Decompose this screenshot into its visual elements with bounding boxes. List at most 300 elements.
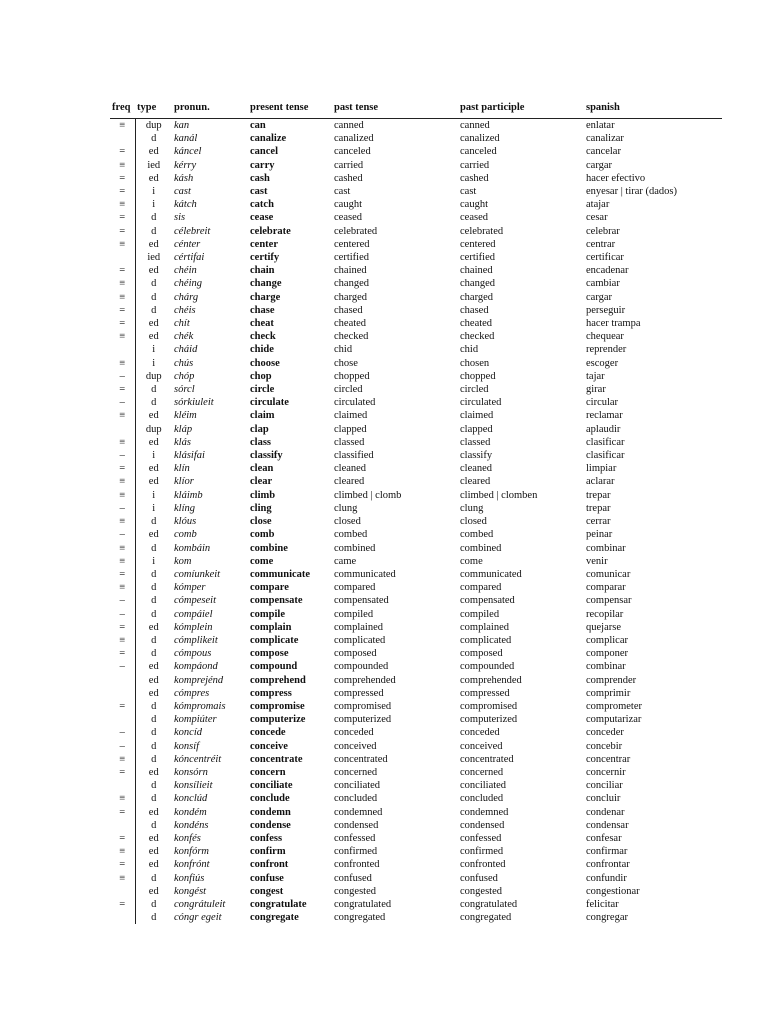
present-tense-cell: communicate <box>250 568 311 580</box>
freq-cell: ≡ <box>119 489 126 501</box>
type-cell: d <box>135 792 172 805</box>
pronunciation-cell: klíng <box>174 502 195 514</box>
table-row <box>110 502 722 515</box>
table-row <box>110 185 722 198</box>
pronunciation-cell: kásh <box>174 172 194 184</box>
spanish-cell: combinar <box>586 542 626 554</box>
table-row <box>110 779 722 792</box>
table-row <box>110 872 722 885</box>
past-participle-cell: congested <box>460 885 502 897</box>
past-tense-cell: cashed <box>334 172 363 184</box>
type-cell: i <box>135 357 172 370</box>
pronunciation-cell: chéing <box>174 278 202 290</box>
table-row <box>110 885 722 898</box>
freq-cell: = <box>119 806 126 818</box>
present-tense-cell: confront <box>250 859 289 871</box>
past-tense-cell: changed <box>334 278 369 290</box>
freq-cell: – <box>119 502 125 514</box>
freq-cell <box>110 713 135 726</box>
freq-cell <box>110 885 135 898</box>
past-participle-cell: certified <box>460 252 495 264</box>
freq-cell: ≡ <box>119 753 126 765</box>
pronunciation-cell: konsílieit <box>174 780 213 792</box>
freq-cell: ≡ <box>119 793 126 805</box>
pronunciation-cell: cómpeseit <box>174 595 216 607</box>
present-tense-cell: comb <box>250 529 275 541</box>
table-row <box>110 674 722 687</box>
past-tense-cell: carried <box>334 159 364 171</box>
freq-cell: – <box>119 727 125 739</box>
spanish-cell: atajar <box>586 199 610 211</box>
past-participle-cell: concentrated <box>460 753 514 765</box>
present-tense-cell: chase <box>250 304 275 316</box>
freq-cell: = <box>119 304 126 316</box>
pronunciation-cell: kondéns <box>174 819 209 831</box>
present-tense-cell: can <box>250 120 266 131</box>
present-tense-cell: climb <box>250 489 276 501</box>
pronunciation-cell: chéis <box>174 304 196 316</box>
present-tense-cell: clap <box>250 423 269 435</box>
freq-cell: ≡ <box>119 476 126 488</box>
past-tense-cell: conceived <box>334 740 377 752</box>
present-tense-cell: compile <box>250 608 285 620</box>
spanish-cell: reprender <box>586 344 627 356</box>
spanish-cell: enyesar | tirar (dados) <box>586 186 678 198</box>
past-participle-cell: circled <box>460 384 489 396</box>
past-participle-cell: chained <box>460 265 493 277</box>
past-tense-cell: congregated <box>334 912 386 924</box>
present-tense-cell: combine <box>250 542 288 554</box>
freq-cell <box>110 674 135 687</box>
type-cell: ed <box>135 858 172 871</box>
past-participle-cell: circulated <box>460 397 502 409</box>
spanish-cell: congregar <box>586 912 628 924</box>
type-cell: dup <box>135 370 172 383</box>
type-cell: d <box>135 277 172 290</box>
spanish-cell: conciliar <box>586 780 623 792</box>
present-tense-cell: certify <box>250 252 280 264</box>
past-tense-cell: concluded <box>334 793 378 805</box>
past-tense-cell: confronted <box>334 859 380 871</box>
freq-cell: = <box>119 172 126 184</box>
past-participle-cell: carried <box>460 159 490 171</box>
pronunciation-cell: kómper <box>174 582 206 594</box>
past-tense-cell: circulated <box>334 397 376 409</box>
type-cell: d <box>135 700 172 713</box>
past-tense-cell: climbed | clomb <box>334 489 402 501</box>
pronunciation-cell: kléim <box>174 410 197 422</box>
past-tense-cell: composed <box>334 648 377 660</box>
spanish-cell: confundir <box>586 872 627 884</box>
past-participle-cell: congregated <box>460 912 512 924</box>
past-tense-cell: chopped <box>334 370 370 382</box>
pronunciation-cell: koncíd <box>174 727 202 739</box>
past-tense-cell: conceded <box>334 727 374 739</box>
spanish-cell: enlatar <box>586 120 615 131</box>
pronunciation-cell: kláimb <box>174 489 203 501</box>
freq-cell: = <box>119 463 126 475</box>
table-row <box>110 119 722 133</box>
table-row <box>110 858 722 871</box>
table-row <box>110 542 722 555</box>
table-row <box>110 515 722 528</box>
freq-cell: = <box>119 898 126 910</box>
pronunciation-cell: konfórm <box>174 846 209 858</box>
table-row <box>110 766 722 779</box>
spanish-cell: recopilar <box>586 608 624 620</box>
table-row <box>110 792 722 805</box>
present-tense-cell: claim <box>250 410 275 422</box>
pronunciation-cell: sórcl <box>174 384 195 396</box>
type-cell: ed <box>135 674 172 687</box>
type-cell: d <box>135 291 172 304</box>
type-cell: d <box>135 647 172 660</box>
table-row <box>110 898 722 911</box>
past-participle-cell: climbed | clomben <box>460 489 538 501</box>
freq-cell: = <box>119 859 126 871</box>
spanish-cell: certificar <box>586 252 624 264</box>
freq-cell <box>110 132 135 145</box>
spanish-cell: reclamar <box>586 410 623 422</box>
present-tense-cell: comprehend <box>250 674 306 686</box>
verb-table <box>110 101 722 924</box>
spanish-cell: clasificar <box>586 436 625 448</box>
spanish-cell: cargar <box>586 291 613 303</box>
spanish-cell: confirmar <box>586 846 628 858</box>
present-tense-cell: center <box>250 238 278 250</box>
freq-cell: ≡ <box>119 238 126 250</box>
freq-cell: – <box>119 450 125 462</box>
past-participle-cell: classify <box>460 450 493 462</box>
table-row <box>110 291 722 304</box>
freq-cell: – <box>119 397 125 409</box>
table-row <box>110 172 722 185</box>
past-participle-cell: compensated <box>460 595 515 607</box>
freq-cell: = <box>119 832 126 844</box>
pronunciation-cell: sórkiuleit <box>174 397 214 409</box>
freq-cell: = <box>119 186 126 198</box>
pronunciation-cell: kérry <box>174 159 197 171</box>
spanish-cell: congestionar <box>586 885 640 897</box>
type-cell: ed <box>135 317 172 330</box>
pronunciation-cell: kompiúter <box>174 714 217 726</box>
table-row <box>110 687 722 700</box>
pronunciation-cell: cháid <box>174 344 198 356</box>
table-row <box>110 581 722 594</box>
present-tense-cell: congregate <box>250 912 299 924</box>
pronunciation-cell: cast <box>174 186 191 198</box>
header-spanish: spanish <box>584 101 722 119</box>
present-tense-cell: confuse <box>250 872 284 884</box>
past-tense-cell: computerized <box>334 714 392 726</box>
table-row <box>110 740 722 753</box>
type-cell: d <box>135 542 172 555</box>
table-row <box>110 409 722 422</box>
type-cell: i <box>135 489 172 502</box>
type-cell: ed <box>135 409 172 422</box>
type-cell: d <box>135 515 172 528</box>
pronunciation-cell: congrátuleit <box>174 898 226 910</box>
past-participle-cell: communicated <box>460 568 522 580</box>
type-cell: d <box>135 740 172 753</box>
pronunciation-cell: cénter <box>174 238 201 250</box>
past-participle-cell: compromised <box>460 700 518 712</box>
freq-cell: ≡ <box>119 291 126 303</box>
past-tense-cell: compounded <box>334 661 389 673</box>
freq-cell: = <box>119 648 126 660</box>
type-cell: ed <box>135 238 172 251</box>
spanish-cell: comparar <box>586 582 626 594</box>
freq-cell: = <box>119 318 126 330</box>
spanish-cell: trepar <box>586 489 611 501</box>
header-past-participle: past participle <box>458 101 584 119</box>
pronunciation-cell: kanál <box>174 133 198 145</box>
header-type: type <box>135 101 172 119</box>
type-cell: d <box>135 383 172 396</box>
past-tense-cell: charged <box>334 291 368 303</box>
table-row <box>110 396 722 409</box>
spanish-cell: circular <box>586 397 619 409</box>
past-participle-cell: computerized <box>460 714 518 726</box>
type-cell: ed <box>135 687 172 700</box>
past-participle-cell: conceded <box>460 727 500 739</box>
past-participle-cell: combined <box>460 542 502 554</box>
present-tense-cell: come <box>250 555 274 567</box>
present-tense-cell: compound <box>250 661 298 673</box>
type-cell: d <box>135 779 172 792</box>
pronunciation-cell: cértifai <box>174 252 205 264</box>
table-row <box>110 264 722 277</box>
spanish-cell: concluir <box>586 793 621 805</box>
table-row <box>110 159 722 172</box>
past-participle-cell: ceased <box>460 212 488 224</box>
past-tense-cell: complained <box>334 621 383 633</box>
freq-cell: ≡ <box>119 436 126 448</box>
type-cell: d <box>135 872 172 885</box>
pronunciation-cell: chít <box>174 318 190 330</box>
spanish-cell: comprimir <box>586 687 631 699</box>
past-tense-cell: centered <box>334 238 370 250</box>
past-participle-cell: chopped <box>460 370 496 382</box>
past-participle-cell: conciliated <box>460 780 507 792</box>
freq-cell: ≡ <box>119 846 126 858</box>
type-cell: ed <box>135 766 172 779</box>
type-cell: d <box>135 634 172 647</box>
past-participle-cell: confused <box>460 872 498 884</box>
past-participle-cell: compressed <box>460 687 510 699</box>
table-row <box>110 330 722 343</box>
header-present-tense: present tense <box>248 101 332 119</box>
present-tense-cell: congratulate <box>250 898 307 910</box>
past-participle-cell: confronted <box>460 859 506 871</box>
pronunciation-cell: konfrónt <box>174 859 210 871</box>
past-participle-cell: chosen <box>460 357 490 369</box>
pronunciation-cell: kóncentréit <box>174 753 222 765</box>
spanish-cell: limpiar <box>586 463 617 475</box>
type-cell: dup <box>135 423 172 436</box>
table-row <box>110 911 722 924</box>
spanish-cell: quejarse <box>586 621 621 633</box>
pronunciation-cell: compáiel <box>174 608 213 620</box>
freq-cell <box>110 687 135 700</box>
table-row <box>110 845 722 858</box>
freq-cell: – <box>119 595 125 607</box>
type-cell: ed <box>135 806 172 819</box>
table-row <box>110 594 722 607</box>
freq-cell: – <box>119 529 125 541</box>
type-cell: ed <box>135 621 172 634</box>
present-tense-cell: canalize <box>250 133 287 145</box>
table-row <box>110 211 722 224</box>
spanish-cell: compensar <box>586 595 632 607</box>
present-tense-cell: confess <box>250 832 283 844</box>
past-tense-cell: concerned <box>334 766 378 778</box>
pronunciation-cell: konsíf <box>174 740 200 752</box>
type-cell: d <box>135 304 172 317</box>
table-row <box>110 568 722 581</box>
past-tense-cell: compiled <box>334 608 374 620</box>
type-cell: d <box>135 396 172 409</box>
past-tense-cell: combed <box>334 529 368 541</box>
past-tense-cell: claimed <box>334 410 368 422</box>
freq-cell: = <box>119 766 126 778</box>
present-tense-cell: change <box>250 278 282 290</box>
type-cell: d <box>135 898 172 911</box>
past-tense-cell: cleared <box>334 476 365 488</box>
table-row <box>110 700 722 713</box>
past-tense-cell: clapped <box>334 423 367 435</box>
present-tense-cell: classify <box>250 450 283 462</box>
past-tense-cell: certified <box>334 252 369 264</box>
past-tense-cell: combined <box>334 542 376 554</box>
present-tense-cell: celebrate <box>250 225 291 237</box>
spanish-cell: trepar <box>586 502 611 514</box>
type-cell: ed <box>135 845 172 858</box>
type-cell: ed <box>135 145 172 158</box>
table-row <box>110 634 722 647</box>
spanish-cell: tajar <box>586 370 605 382</box>
present-tense-cell: concern <box>250 766 286 778</box>
past-participle-cell: canned <box>460 120 490 131</box>
table-row <box>110 660 722 673</box>
present-tense-cell: compose <box>250 648 289 660</box>
past-tense-cell: cheated <box>334 318 367 330</box>
type-cell: d <box>135 594 172 607</box>
freq-cell: ≡ <box>119 120 126 131</box>
past-participle-cell: complained <box>460 621 509 633</box>
present-tense-cell: chop <box>250 370 272 382</box>
past-tense-cell: cast <box>334 186 351 198</box>
past-tense-cell: checked <box>334 331 369 343</box>
present-tense-cell: condense <box>250 819 291 831</box>
table-row <box>110 304 722 317</box>
spanish-cell: peinar <box>586 529 613 541</box>
spanish-cell: comunicar <box>586 568 631 580</box>
table-row <box>110 528 722 541</box>
present-tense-cell: circulate <box>250 397 289 409</box>
type-cell: ed <box>135 330 172 343</box>
present-tense-cell: close <box>250 516 272 528</box>
present-tense-cell: concede <box>250 727 286 739</box>
spanish-cell: concebir <box>586 740 623 752</box>
pronunciation-cell: chék <box>174 331 194 343</box>
past-participle-cell: complicated <box>460 634 512 646</box>
pronunciation-cell: konfés <box>174 832 201 844</box>
freq-cell: ≡ <box>119 159 126 171</box>
past-participle-cell: canceled <box>460 146 497 158</box>
freq-cell: ≡ <box>119 410 126 422</box>
spanish-cell: combinar <box>586 661 626 673</box>
past-participle-cell: comprehended <box>460 674 522 686</box>
type-cell: ed <box>135 172 172 185</box>
past-participle-cell: condemned <box>460 806 509 818</box>
type-cell: d <box>135 753 172 766</box>
present-tense-cell: charge <box>250 291 281 303</box>
past-tense-cell: communicated <box>334 568 396 580</box>
past-participle-cell: centered <box>460 238 496 250</box>
past-tense-cell: condensed <box>334 819 379 831</box>
spanish-cell: cancelar <box>586 146 621 158</box>
past-tense-cell: ceased <box>334 212 362 224</box>
pronunciation-cell: klásifai <box>174 450 205 462</box>
pronunciation-cell: kan <box>174 120 190 131</box>
past-tense-cell: canalized <box>334 133 374 145</box>
past-tense-cell: confirmed <box>334 846 378 858</box>
freq-cell: = <box>119 700 126 712</box>
past-tense-cell: clung <box>334 502 358 514</box>
pronunciation-cell: klóus <box>174 516 197 528</box>
present-tense-cell: compare <box>250 582 289 594</box>
pronunciation-cell: kom <box>174 555 192 567</box>
spanish-cell: cargar <box>586 159 613 171</box>
pronunciation-cell: comb <box>174 529 197 541</box>
freq-cell: ≡ <box>119 634 126 646</box>
spanish-cell: componer <box>586 648 628 660</box>
present-tense-cell: cash <box>250 172 270 184</box>
present-tense-cell: chain <box>250 265 275 277</box>
freq-cell <box>110 779 135 792</box>
table-row <box>110 317 722 330</box>
type-cell: d <box>135 581 172 594</box>
header-row <box>110 101 722 119</box>
past-tense-cell: conciliated <box>334 780 381 792</box>
past-participle-cell: cheated <box>460 318 493 330</box>
type-cell: dup <box>135 119 172 133</box>
pronunciation-cell: konfiús <box>174 872 205 884</box>
present-tense-cell: carry <box>250 159 275 171</box>
present-tense-cell: conceive <box>250 740 288 752</box>
present-tense-cell: congest <box>250 885 284 897</box>
type-cell: i <box>135 555 172 568</box>
past-tense-cell: compared <box>334 582 376 594</box>
past-tense-cell: complicated <box>334 634 386 646</box>
table-row <box>110 832 722 845</box>
present-tense-cell: confirm <box>250 846 286 858</box>
present-tense-cell: conciliate <box>250 780 293 792</box>
spanish-cell: computarizar <box>586 714 642 726</box>
past-participle-cell: celebrated <box>460 225 504 237</box>
freq-cell: ≡ <box>119 542 126 554</box>
present-tense-cell: compress <box>250 687 292 699</box>
past-participle-cell: clung <box>460 502 484 514</box>
type-cell: ed <box>135 462 172 475</box>
present-tense-cell: check <box>250 331 276 343</box>
table-row <box>110 489 722 502</box>
spanish-cell: escoger <box>586 357 619 369</box>
type-cell: ed <box>135 885 172 898</box>
pronunciation-cell: célebreit <box>174 225 211 237</box>
freq-cell <box>110 819 135 832</box>
